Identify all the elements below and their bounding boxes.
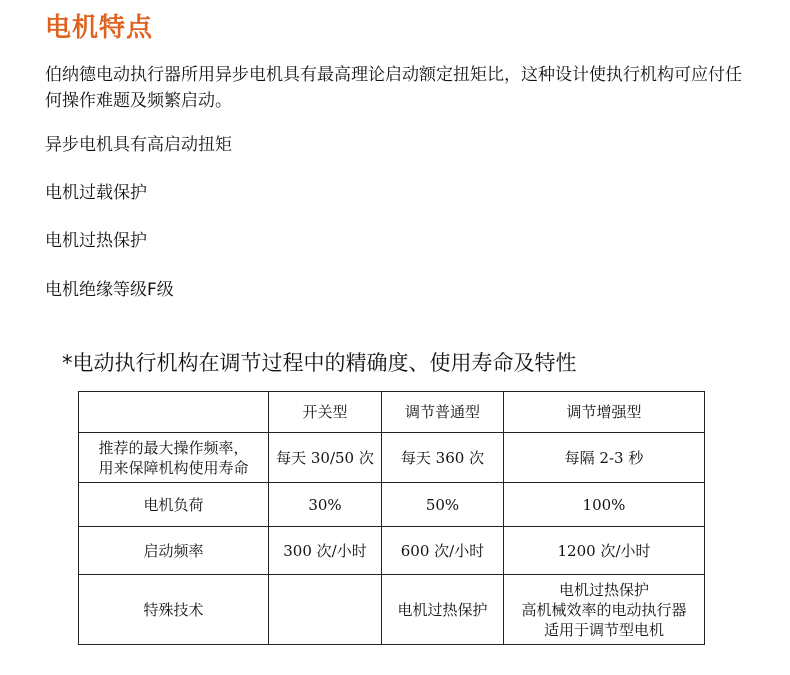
table-row (79, 527, 705, 575)
table-row (79, 483, 705, 527)
header-cell-standard-modulating-type: 调节普通型 (382, 392, 504, 433)
table-cell: 600 次/小时 (382, 527, 504, 575)
table-cell: 电机过热保护 (382, 575, 504, 645)
table-cell: 1200 次/小时 (504, 527, 705, 575)
cell-line: 适用于调节型电机 (543, 620, 664, 639)
feature-item: 电机绝缘等级F级 (45, 280, 174, 300)
header-cell-enhanced-modulating-type: 调节增强型 (504, 392, 705, 433)
table-cell: 每天 360 次 (382, 433, 504, 483)
table-header-row (79, 392, 705, 433)
table-cell: 每隔 2-3 秒 (504, 433, 705, 483)
row-label: 电机负荷 (79, 483, 269, 527)
table-cell (504, 575, 705, 645)
row-label-line: 推荐的最大操作频率， (98, 438, 249, 457)
cell-line: 电机过热保护 (558, 580, 649, 599)
row-label: 启动频率 (79, 527, 269, 575)
row-label: 特殊技术 (79, 575, 269, 645)
table-row (79, 433, 705, 483)
feature-item: 电机过载保护 (45, 183, 147, 203)
intro-paragraph: 伯纳德电动执行器所用异步电机具有最高理论启动额定扭矩比，这种设计使执行机构可应付任何操作难题及频繁启动。 (45, 65, 742, 111)
row-label-line: 用来保障机构使用寿命 (98, 458, 249, 477)
table-cell: 每天 30/50 次 (269, 433, 382, 483)
table-caption: *电动执行机构在调节过程中的精确度、使用寿命及特性 (62, 351, 577, 375)
table-cell: 100% (504, 483, 705, 527)
table-row (79, 575, 705, 645)
header-cell-on-off-type: 开关型 (269, 392, 382, 433)
table-cell: 300 次/小时 (269, 527, 382, 575)
row-label (79, 433, 269, 483)
cell-line: 高机械效率的电动执行器 (521, 600, 687, 619)
table-cell (269, 575, 382, 645)
spec-table (78, 391, 705, 645)
table-cell: 30% (269, 483, 382, 527)
header-cell-empty (79, 392, 269, 433)
feature-item: 异步电机具有高启动扭矩 (45, 135, 232, 155)
table-cell: 50% (382, 483, 504, 527)
feature-item: 电机过热保护 (45, 231, 147, 251)
section-heading: 电机特点 (45, 13, 154, 43)
